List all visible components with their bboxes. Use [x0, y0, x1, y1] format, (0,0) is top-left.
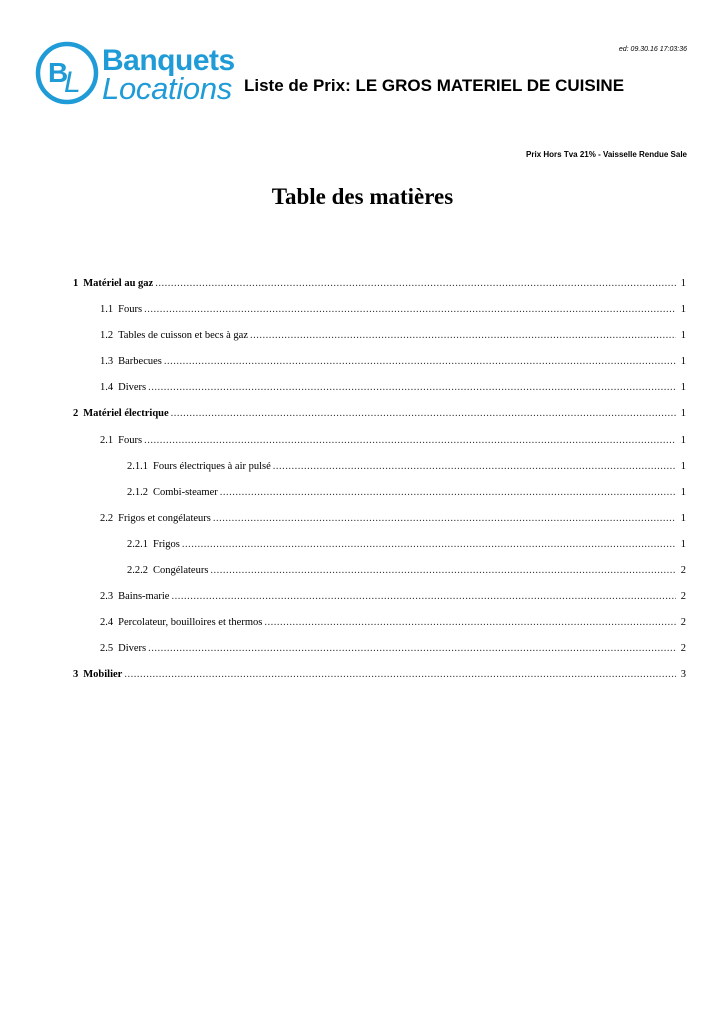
toc-entry-number: 2.2.1 [127, 538, 148, 550]
svg-text:B: B [48, 57, 69, 88]
toc-dot-leader [250, 330, 676, 341]
toc-entry-number: 2.2 [100, 512, 114, 524]
toc-entry[interactable] [73, 278, 686, 304]
toc-entry-number: 1.1 [100, 304, 114, 316]
page-header [0, 0, 725, 170]
toc-entry[interactable] [73, 565, 686, 591]
toc-entry-label: Matériel au gaz [83, 278, 154, 289]
svg-text:L: L [64, 66, 81, 99]
toc-entry[interactable] [73, 408, 686, 434]
toc-entry[interactable] [73, 643, 686, 669]
toc-entry-number: 1.4 [100, 382, 114, 394]
toc-dot-leader [148, 382, 676, 393]
toc-dot-leader [124, 669, 676, 680]
toc-entry-number: 2.1 [100, 434, 114, 446]
toc-entry[interactable] [73, 330, 686, 356]
toc-entry-label: Matériel électrique [83, 408, 169, 420]
toc-entry-label: Bains-marie [118, 591, 170, 603]
price-note: Prix Hors Tva 21% - Vaisselle Rendue Sale [526, 150, 687, 159]
toc-dot-leader [264, 617, 676, 628]
toc-dot-leader [148, 643, 676, 654]
toc-entry-label: Fours [118, 434, 143, 446]
toc-entry-number: 2.1.1 [127, 460, 148, 472]
toc-entry-page: 1 [680, 434, 686, 446]
toc-entry-page: 1 [680, 304, 686, 316]
toc-entry[interactable] [73, 461, 686, 487]
toc-entry-number: 1.2 [100, 330, 114, 342]
edit-date: ed: 09.30.16 17:03:36 [618, 46, 687, 53]
toc-entry[interactable] [73, 669, 686, 695]
toc-entry-page: 1 [680, 278, 686, 289]
toc-entry[interactable] [73, 356, 686, 382]
toc-entry-page: 1 [680, 356, 686, 368]
toc-dot-leader [273, 461, 676, 472]
toc-entry-page: 1 [680, 408, 686, 420]
bl-logo-icon [34, 40, 100, 106]
toc-dot-leader [171, 591, 676, 602]
toc-entry-page: 1 [680, 512, 686, 524]
toc-entry-number: 1.3 [100, 356, 114, 368]
toc-entry-label: Mobilier [83, 669, 123, 681]
toc-dot-leader [164, 356, 676, 367]
toc-entry-number: 1 [73, 278, 79, 289]
toc-entry-label: Frigos et congélateurs [118, 512, 211, 524]
toc-dot-leader [182, 539, 676, 550]
toc-entry[interactable] [73, 539, 686, 565]
toc-entry-page: 2 [680, 617, 686, 629]
toc-entry-label: Fours [118, 304, 143, 316]
toc-dot-leader [210, 565, 676, 576]
toc-entry-page: 3 [680, 669, 686, 681]
toc-entry-page: 1 [680, 460, 686, 472]
toc-entry-page: 2 [680, 591, 686, 603]
toc-entry-label: Frigos [153, 538, 180, 550]
toc-entry-page: 1 [680, 330, 686, 342]
toc-entry[interactable] [73, 382, 686, 408]
toc-entry-page: 1 [680, 486, 686, 498]
toc-entry-label: Divers [118, 643, 147, 655]
toc-entry[interactable] [73, 435, 686, 461]
toc-entry[interactable] [73, 487, 686, 513]
toc-entry-label: Percolateur, bouilloires et thermos [118, 617, 263, 629]
toc-dot-leader [171, 408, 676, 419]
toc-entry-number: 2 [73, 408, 79, 420]
toc-entry[interactable] [73, 617, 686, 643]
toc-title: Table des matières [271, 184, 454, 209]
toc-entry-label: Combi-steamer [153, 486, 218, 498]
toc-entry-label: Fours électriques à air pulsé [153, 460, 271, 472]
toc-entry-number: 2.1.2 [127, 486, 148, 498]
document-title: Liste de Prix: LE GROS MATERIEL DE CUISINE [244, 76, 625, 95]
toc-dot-leader [144, 304, 676, 315]
toc-dot-leader [213, 513, 676, 524]
toc-dot-leader [220, 487, 676, 498]
toc-entry[interactable] [73, 513, 686, 539]
toc-entry-number: 2.4 [100, 617, 114, 629]
logo-word-locations: Locations [102, 71, 233, 106]
toc-entry-label: Barbecues [118, 356, 162, 368]
toc-entry-number: 2.2.2 [127, 565, 148, 577]
toc-entry-number: 3 [73, 669, 79, 681]
toc-entry[interactable] [73, 591, 686, 617]
toc-entry-number: 2.5 [100, 643, 114, 655]
toc-entry-label: Congélateurs [153, 565, 209, 577]
logo [34, 40, 254, 106]
logo-word-banquets: Banquets [102, 44, 235, 77]
toc-entry-number: 2.3 [100, 591, 114, 603]
table-of-contents [73, 278, 686, 696]
toc-entry-page: 1 [680, 538, 686, 550]
toc-entry-page: 1 [680, 382, 686, 394]
toc-entry[interactable] [73, 304, 686, 330]
toc-dot-leader [155, 278, 676, 289]
toc-entry-label: Divers [118, 382, 147, 394]
toc-entry-label: Tables de cuisson et becs à gaz [118, 330, 249, 342]
toc-entry-page: 2 [680, 643, 686, 655]
toc-dot-leader [144, 435, 676, 446]
toc-entry-page: 2 [680, 565, 686, 577]
